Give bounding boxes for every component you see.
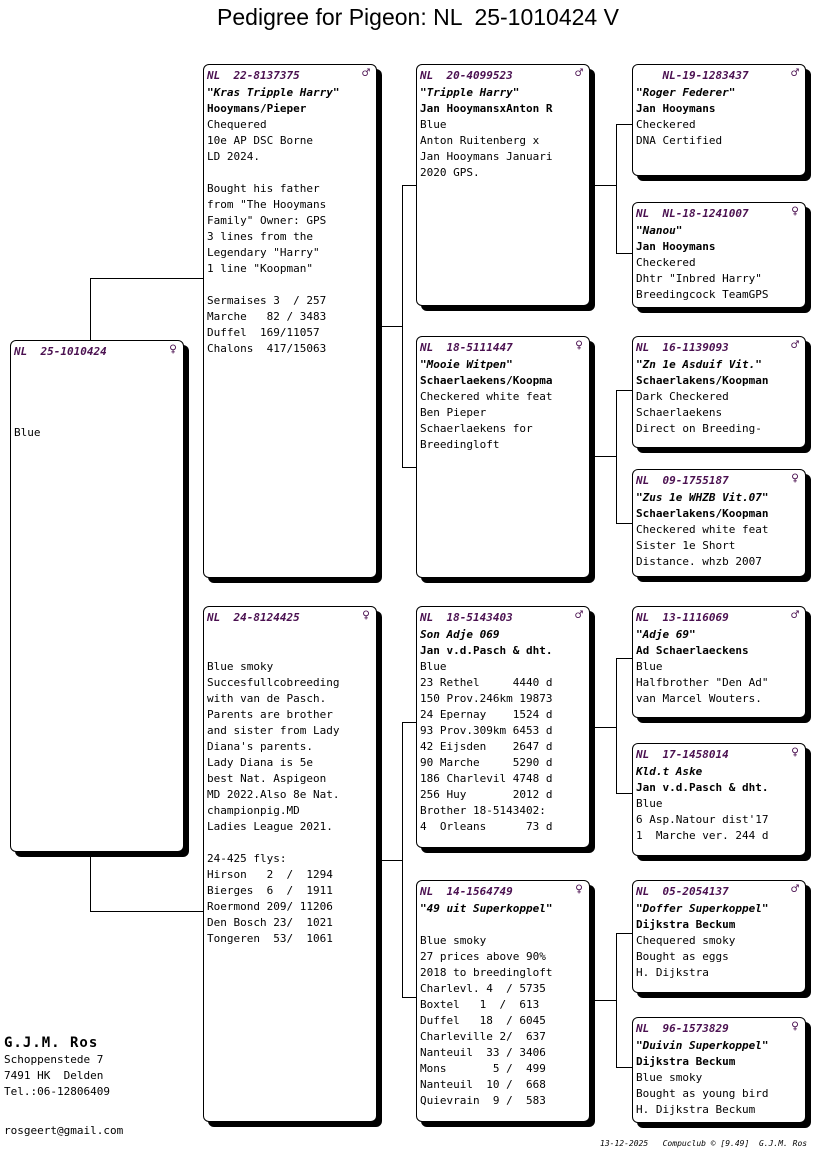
- pigeon-info-line: Parents are brother: [207, 708, 333, 721]
- pigeon-info-line: Ladies League 2021.: [207, 820, 333, 833]
- pigeon-info-line: Direct on Breeding-: [636, 422, 762, 435]
- pigeon-owner: Jan Hooymans: [636, 240, 716, 253]
- pigeon-info-line: Succesfullcobreeding: [207, 676, 340, 689]
- sire-dam-sire-card: [632, 336, 806, 448]
- sire-sire-dam-card: [632, 202, 806, 308]
- sex-icon: ♂: [575, 66, 583, 81]
- pigeon-info-line: Quievrain 9 / 583: [420, 1094, 546, 1107]
- sire-card: [203, 64, 377, 578]
- pigeon-info-line: [207, 277, 372, 293]
- pigeon-info-line: Boxtel 1 / 613: [420, 998, 540, 1011]
- pigeon-info-line: Blue: [636, 660, 663, 673]
- pigeon-info-line: [14, 393, 179, 409]
- pigeon-info-line: 2018 to breedingloft: [420, 966, 553, 979]
- pigeon-info-line: Ben Pieper: [420, 406, 487, 419]
- pigeon-info-line: Checkered white feat: [420, 390, 553, 403]
- pigeon-info-line: 4 Orleans 73 d: [420, 820, 553, 833]
- pigeon-info-line: [207, 835, 372, 851]
- pigeon-info-line: Duffel 18 / 6045: [420, 1014, 546, 1027]
- pigeon-info-line: DNA Certified: [636, 134, 723, 147]
- pigeon-name: "Nanou": [636, 224, 683, 237]
- pigeon-info-line: 27 prices above 90%: [420, 950, 546, 963]
- pigeon-info-line: Lady Diana is 5e: [207, 756, 313, 769]
- pigeon-info-line: Blue: [14, 426, 41, 439]
- pigeon-name: "Zus 1e WHZB Vit.07": [636, 491, 769, 504]
- ring-number-text: NL 13-1116069: [636, 611, 729, 624]
- pigeon-name: "Mooie Witpen": [420, 358, 513, 371]
- ring-number: [420, 340, 585, 357]
- ring-number-text: NL 17-1458014: [636, 748, 729, 761]
- pigeon-info-line: [207, 165, 372, 181]
- dam-dam-card: [416, 880, 590, 1122]
- subject-card: [10, 340, 184, 852]
- dam-card: [203, 606, 377, 1122]
- pigeon-owner: Schaerlakens/Koopman: [636, 374, 769, 387]
- pigeon-owner: Hooymans/Pieper: [207, 102, 307, 115]
- pigeon-info-line: Bierges 6 / 1911: [207, 884, 333, 897]
- pigeon-info-line: Dark Checkered: [636, 390, 729, 403]
- breeder-email[interactable]: rosgeert@gmail.com: [4, 1124, 124, 1137]
- pigeon-info-line: Nanteuil 33 / 3406: [420, 1046, 546, 1059]
- pigeon-owner: Schaerlaekens/Koopma: [420, 374, 553, 387]
- pigeon-info-line: 186 Charlevil 4748 d: [420, 772, 553, 785]
- sex-icon: ♂: [791, 882, 799, 897]
- pigeon-owner: Jan HooymansxAnton R: [420, 102, 553, 115]
- ring-number: [636, 206, 801, 223]
- pigeon-info-line: Brother 18-5143402:: [420, 804, 546, 817]
- ring-number-text: NL 96-1573829: [636, 1022, 729, 1035]
- sex-icon: ♀: [362, 608, 370, 623]
- sex-icon: ♂: [791, 66, 799, 81]
- pigeon-info-line: Blue: [420, 118, 447, 131]
- pigeon-info-line: H. Dijkstra: [636, 966, 709, 979]
- pigeon-info-line: Anton Ruitenberg x: [420, 134, 540, 147]
- ring-number-text: NL 16-1139093: [636, 341, 729, 354]
- ring-number-text: NL 20-4099523: [420, 69, 513, 82]
- pigeon-info-line: Checkered: [636, 256, 696, 269]
- pigeon-info-line: Jan Hooymans Januari: [420, 150, 553, 163]
- ring-number: [420, 884, 585, 901]
- pigeon-info-line: [14, 409, 179, 425]
- pigeon-info-line: Roermond 209/ 11206: [207, 900, 333, 913]
- sex-icon: ♂: [362, 66, 370, 81]
- pigeon-info-line: Chequered: [207, 118, 267, 131]
- ring-number-text: NL 18-5111447: [420, 341, 513, 354]
- pigeon-info-line: Bought as young bird: [636, 1087, 769, 1100]
- pigeon-owner: Dijkstra Beckum: [636, 918, 736, 931]
- pigeon-owner: Ad Schaerlaeckens: [636, 644, 749, 657]
- ring-number: [636, 68, 801, 85]
- pigeon-info-line: 3 lines from the: [207, 230, 313, 243]
- pigeon-owner: [207, 643, 372, 659]
- pigeon-name: "Kras Tripple Harry": [207, 86, 340, 99]
- ring-number-text: NL 14-1564749: [420, 885, 513, 898]
- pigeon-name: "Roger Federer": [636, 86, 736, 99]
- pigeon-name: [14, 361, 179, 377]
- breeder-city: 7491 HK Delden: [4, 1069, 104, 1082]
- pigeon-info-line: Checkered: [636, 118, 696, 131]
- pigeon-info-line: Dhtr "Inbred Harry": [636, 272, 762, 285]
- sex-icon: ♀: [169, 342, 177, 357]
- pigeon-name: "Doffer Superkoppel": [636, 902, 769, 915]
- ring-number: [420, 68, 585, 85]
- breeder-name: G.J.M. Ros: [4, 1035, 99, 1051]
- sex-icon: ♀: [791, 471, 799, 486]
- pigeon-info-line: with van de Pasch.: [207, 692, 327, 705]
- pigeon-owner: Schaerlakens/Koopman: [636, 507, 769, 520]
- sex-icon: ♀: [791, 1019, 799, 1034]
- sex-icon: ♀: [575, 338, 583, 353]
- sex-icon: ♀: [791, 745, 799, 760]
- sex-icon: ♀: [575, 882, 583, 897]
- pigeon-info-line: Schaerlaekens: [636, 406, 723, 419]
- pigeon-info-line: Blue: [420, 660, 447, 673]
- sire-dam-dam-card: [632, 469, 806, 577]
- pigeon-info-line: from "The Hooymans: [207, 198, 327, 211]
- pigeon-info-line: Halfbrother "Den Ad": [636, 676, 769, 689]
- sire-sire-sire-card: [632, 64, 806, 176]
- pigeon-info-line: 150 Prov.246km 19873: [420, 692, 553, 705]
- pigeon-info-line: Bought as eggs: [636, 950, 729, 963]
- page-title: Pedigree for Pigeon: NL 25-1010424 V: [217, 4, 619, 30]
- pigeon-name: "Tripple Harry": [420, 86, 520, 99]
- pigeon-info-line: LD 2024.: [207, 150, 260, 163]
- ring-number-text: NL 25-1010424: [14, 345, 107, 358]
- ring-number-text: NL 18-5143403: [420, 611, 513, 624]
- pigeon-info-line: 24-425 flys:: [207, 852, 287, 865]
- sire-sire-card: [416, 64, 590, 306]
- pigeon-info-line: Family" Owner: GPS: [207, 214, 327, 227]
- pigeon-owner: Dijkstra Beckum: [636, 1055, 736, 1068]
- sex-icon: ♂: [791, 338, 799, 353]
- pigeon-info-line: 93 Prov.309km 6453 d: [420, 724, 553, 737]
- ring-number-text: NL-19-1283437: [636, 69, 749, 82]
- pigeon-info-line: van Marcel Wouters.: [636, 692, 762, 705]
- pigeon-info-line: Breedingloft: [420, 438, 500, 451]
- pigeon-name: "Zn 1e Asduif Vit.": [636, 358, 762, 371]
- pigeon-info-line: Blue smoky: [207, 660, 274, 673]
- ring-number-text: NL 22-8137375: [207, 69, 300, 82]
- ring-number-text: NL NL-18-1241007: [636, 207, 749, 220]
- pigeon-owner: Jan v.d.Pasch & dht.: [636, 781, 769, 794]
- pigeon-info-line: Charleville 2/ 637: [420, 1030, 546, 1043]
- pigeon-owner: [420, 917, 585, 933]
- pigeon-info-line: Bought his father: [207, 182, 320, 195]
- pigeon-info-line: Marche 82 / 3483: [207, 310, 327, 323]
- pigeon-info-line: Distance. whzb 2007: [636, 555, 762, 568]
- pigeon-info-line: 23 Rethel 4440 d: [420, 676, 553, 689]
- dam-dam-sire-card: [632, 880, 806, 993]
- pigeon-info-line: 24 Epernay 1524 d: [420, 708, 553, 721]
- ring-number-text: NL 24-8124425: [207, 611, 300, 624]
- pigeon-info-line: Schaerlaekens for: [420, 422, 533, 435]
- sex-icon: ♂: [575, 608, 583, 623]
- ring-number: [207, 68, 372, 85]
- ring-number: [636, 1021, 801, 1038]
- pigeon-info-line: Checkered white feat: [636, 523, 769, 536]
- ring-number-text: NL 09-1755187: [636, 474, 729, 487]
- pigeon-info-line: Chalons 417/15063: [207, 342, 327, 355]
- sire-dam-card: [416, 336, 590, 578]
- pigeon-info-line: Blue: [636, 797, 663, 810]
- dam-sire-dam-card: [632, 743, 806, 856]
- pigeon-info-line: 6 Asp.Natour dist'17: [636, 813, 769, 826]
- pigeon-name: Kld.t Aske: [636, 765, 703, 778]
- pigeon-info-line: Hirson 2 / 1294: [207, 868, 333, 881]
- ring-number: [636, 747, 801, 764]
- pigeon-info-line: best Nat. Aspigeon: [207, 772, 327, 785]
- pigeon-info-line: Diana's parents.: [207, 740, 313, 753]
- pigeon-info-line: Chequered smoky: [636, 934, 736, 947]
- pigeon-owner: Jan v.d.Pasch & dht.: [420, 644, 553, 657]
- pigeon-info-line: Blue smoky: [636, 1071, 703, 1084]
- pigeon-name: "49 uit Superkoppel": [420, 902, 553, 915]
- ring-number: [420, 610, 585, 627]
- pigeon-info-line: 10e AP DSC Borne: [207, 134, 313, 147]
- dam-dam-dam-card: [632, 1017, 806, 1123]
- pigeon-owner: Jan Hooymans: [636, 102, 716, 115]
- pigeon-info-line: Tongeren 53/ 1061: [207, 932, 333, 945]
- pigeon-info-line: 256 Huy 2012 d: [420, 788, 553, 801]
- breeder-block: [4, 1034, 110, 1100]
- ring-number: [636, 610, 801, 627]
- sex-icon: ♂: [791, 608, 799, 623]
- pigeon-info-line: Sermaises 3 / 257: [207, 294, 327, 307]
- pigeon-info-line: Blue smoky: [420, 934, 487, 947]
- pigeon-info-line: Charlevl. 4 / 5735: [420, 982, 546, 995]
- pigeon-info-line: 90 Marche 5290 d: [420, 756, 553, 769]
- pigeon-name: [207, 627, 372, 643]
- dam-sire-sire-card: [632, 606, 806, 718]
- pigeon-info-line: and sister from Lady: [207, 724, 340, 737]
- ring-number: [14, 344, 179, 361]
- pigeon-info-line: Legendary "Harry": [207, 246, 320, 259]
- pigeon-owner: [14, 377, 179, 393]
- pigeon-info-line: Duffel 169/11057: [207, 326, 320, 339]
- pigeon-name: Son Adje 069: [420, 628, 500, 641]
- ring-number-text: NL 05-2054137: [636, 885, 729, 898]
- pigeon-info-line: H. Dijkstra Beckum: [636, 1103, 756, 1116]
- pigeon-info-line: 42 Eijsden 2647 d: [420, 740, 553, 753]
- pigeon-info-line: Mons 5 / 499: [420, 1062, 546, 1075]
- pigeon-info-line: 2020 GPS.: [420, 166, 480, 179]
- pigeon-info-line: championpig.MD: [207, 804, 300, 817]
- sex-icon: ♀: [791, 204, 799, 219]
- pigeon-info-line: Breedingcock TeamGPS: [636, 288, 769, 301]
- pigeon-info-line: Nanteuil 10 / 668: [420, 1078, 546, 1091]
- pigeon-info-line: MD 2022.Also 8e Nat.: [207, 788, 340, 801]
- ring-number: [636, 884, 801, 901]
- breeder-phone: Tel.:06-12806409: [4, 1085, 110, 1098]
- ring-number: [207, 610, 372, 627]
- pigeon-name: "Adje 69": [636, 628, 696, 641]
- breeder-street: Schoppenstede 7: [4, 1053, 104, 1066]
- dam-sire-card: [416, 606, 590, 848]
- pigeon-info-line: Sister 1e Short: [636, 539, 736, 552]
- pigeon-info-line: Den Bosch 23/ 1021: [207, 916, 333, 929]
- footer-credit: 13-12-2025 Compuclub © [9.49] G.J.M. Ros: [600, 1139, 808, 1148]
- ring-number: [636, 473, 801, 490]
- pigeon-name: "Duivin Superkoppel": [636, 1039, 769, 1052]
- ring-number: [636, 340, 801, 357]
- pigeon-info-line: 1 Marche ver. 244 d: [636, 829, 769, 842]
- pigeon-info-line: 1 line "Koopman": [207, 262, 313, 275]
